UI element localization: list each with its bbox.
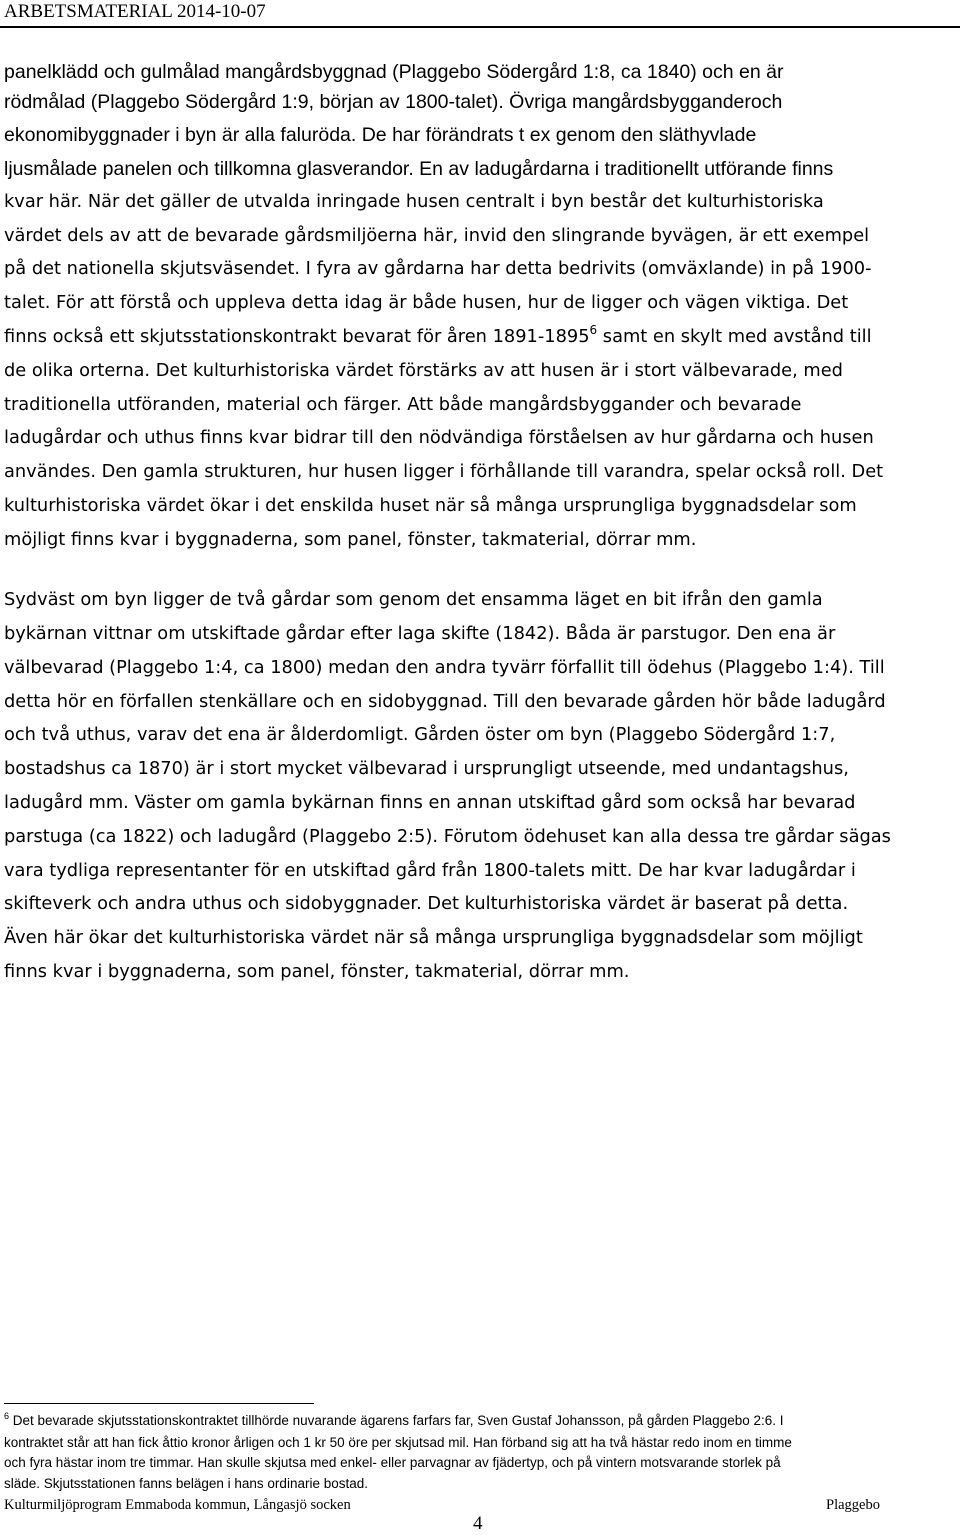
text-line-with-footnote-ref: [4, 323, 872, 351]
footnote-number: 6: [4, 1411, 10, 1421]
footnote-reference[interactable]: 6: [589, 323, 598, 337]
text-line: parstuga (ca 1822) och ladugård (Plaggebo 2:5). Förutom ödehuset kan alla dessa tre gårdar sägas: [4, 826, 891, 847]
text-line: rödmålad (Plaggebo Södergård 1:9, början av 1800-talet). Övriga mangårdsbygganderoch: [4, 91, 783, 113]
text-line: användes. Den gamla strukturen, hur husen ligger i förhållande till varandra, spelar också roll. Det: [4, 461, 884, 482]
text-line: detta hör en förfallen stenkällare och en sidobyggnad. Till den bevarade gården hör både ladugård: [4, 691, 886, 712]
footnote-line: släde. Skjutsstationen fanns belägen i hans ordinarie bostad.: [4, 1476, 368, 1491]
text-line: kulturhistoriska värdet ökar i det enskilda huset när så många ursprungliga byggnadsdelar som: [4, 495, 857, 516]
text-line: på det nationella skjutsväsendet. I fyra av gårdarna har detta bedrivits (omväxlande) in på 1900-: [4, 258, 872, 279]
text-line: skifteverk och andra uthus och sidobyggnader. Det kulturhistoriska värdet är baserat på detta.: [4, 893, 849, 914]
page-number: 4: [473, 1513, 483, 1534]
text-line: finns kvar i byggnaderna, som panel, fönster, takmaterial, dörrar mm.: [4, 961, 630, 982]
text-line: ekonomibyggnader i byn är alla faluröda. De har förändrats t ex genom den släthyvlade: [4, 124, 757, 146]
text-line: de olika orterna. Det kulturhistoriska värdet förstärks av att husen är i stort välbevarade, med: [4, 360, 843, 381]
text-line: och två uthus, varav det ena är ålderdomligt. Gården öster om byn (Plaggebo Södergård 1:7,: [4, 724, 836, 745]
text-line: panelklädd och gulmålad mangårdsbyggnad (Plaggebo Södergård 1:8, ca 1840) och en är: [4, 61, 784, 83]
header-divider: [0, 26, 960, 28]
footnote-divider: [4, 1403, 314, 1404]
text-line: Även här ökar det kulturhistoriska värdet när så många ursprungliga byggnadsdelar som möjligt: [4, 927, 863, 948]
text-line: bykärnan vittnar om utskiftade gårdar efter laga skifte (1842). Båda är parstugor. Den ena är: [4, 623, 836, 644]
text-segment: samt en skylt med avstånd till: [597, 326, 872, 347]
text-line: Sydväst om byn ligger de två gårdar som genom det ensamma läget en bit ifrån den gamla: [4, 589, 823, 610]
text-line: traditionella utföranden, material och färger. Att både mangårdsbyggander och bevarade: [4, 394, 802, 415]
text-line: värdet dels av att de bevarade gårdsmiljöerna här, invid den slingrande byvägen, är ett exempel: [4, 225, 870, 246]
text-line: kvar här. När det gäller de utvalda inringade husen centralt i byn består det kulturhistoriska: [4, 191, 824, 212]
footnote-line: kontraktet står att han fick åttio kronor årligen och 1 kr 50 öre per skjutsad mil. Han förband sig att ha två hästar redo inom en timme: [4, 1435, 792, 1450]
text-line: möjligt finns kvar i byggnaderna, som panel, fönster, takmaterial, dörrar mm.: [4, 529, 697, 550]
page-header: ARBETSMATERIAL 2014-10-07: [4, 1, 266, 22]
text-line: bostadshus ca 1870) är i stort mycket välbevarad i ursprungligt utseende, med undantagshus,: [4, 758, 849, 779]
text-line: vara tydliga representanter för en utskiftad gård från 1800-talets mitt. De har kvar ladugårdar i: [4, 860, 856, 881]
text-line: välbevarad (Plaggebo 1:4, ca 1800) medan den andra tyvärr förfallit till ödehus (Plaggebo 1:4). Till: [4, 657, 885, 678]
text-line: ljusmålade panelen och tillkomna glasverandor. En av ladugårdarna i traditionellt utförande finns: [4, 158, 834, 180]
footnote-line: [4, 1411, 784, 1431]
text-line: talet. För att förstå och uppleva detta idag är både husen, hur de ligger och vägen viktiga. Det: [4, 292, 849, 313]
footer-location: Plaggebo: [826, 1497, 880, 1513]
footnote-text: Det bevarade skjutsstationskontraktet tillhörde nuvarande ägarens farfars far, Sven Gustaf Johansson, på gården Plaggebo 2:6. I: [9, 1413, 784, 1428]
text-line: ladugårdar och uthus finns kvar bidrar till den nödvändiga förståelsen av hur gårdarna och husen: [4, 427, 874, 448]
text-segment: finns också ett skjutsstationskontrakt bevarat för åren 1891-1895: [4, 326, 590, 347]
footnote-line: och fyra hästar inom tre timmar. Han skulle skjutsa med enkel- eller parvagnar av fjädertyp, och på vintern motsvarande storlek på: [4, 1455, 781, 1470]
text-line: ladugård mm. Väster om gamla bykärnan finns en annan utskiftad gård som också har bevarad: [4, 792, 856, 813]
footer-program-title: Kulturmiljöprogram Emmaboda kommun, Långasjö socken: [4, 1497, 351, 1513]
